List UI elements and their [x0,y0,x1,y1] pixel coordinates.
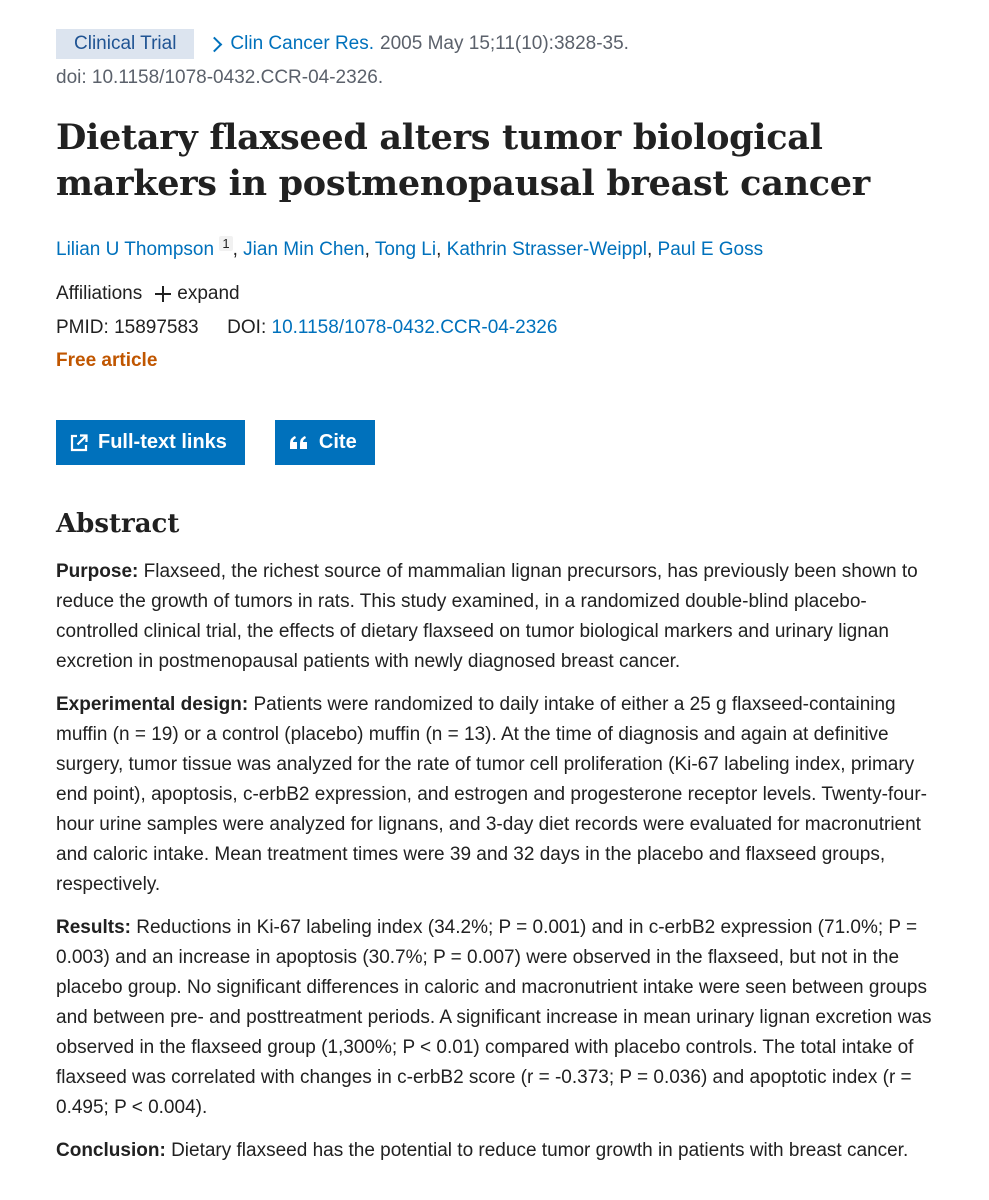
quote-icon [289,435,309,451]
abstract-section [56,557,945,677]
abstract-section [56,1136,945,1166]
journal-link[interactable]: Clin Cancer Res. [230,33,375,54]
section-label: Experimental design: [56,694,249,715]
author-separator: , [646,239,658,260]
article-identifiers [56,313,945,343]
citation-doi: doi: 10.1158/1078-0432.CCR-04-2326. [56,67,384,88]
affiliations-toggle[interactable] [56,279,945,309]
section-text: Flaxseed, the richest source of mammalian lignan precursors, has previously been shown to reduce the growth of tumors in rats. This study examined, in a randomized double-blind placebo-controlled clinical trial, the effects of dietary flaxseed on tumor biological markers and urinary lignan excretion in postmenopausal patients with newly diagnosed breast cancer. [56,561,918,672]
section-label: Results: [56,917,131,938]
article-citation-row [56,0,945,59]
author-separator: , [436,239,447,260]
section-text: Patients were randomized to daily intake of either a 25 g flaxseed-containing muffin (n = 19) or a control (placebo) muffin (n = 13). At the time of diagnosis and again at definitive surgery, tumor tissue was analyzed for the rate of tumor cell proliferation (Ki-67 labeling index, primary end point), apoptosis, c-erbB2 expression, and estrogen and progesterone receptor levels. Twenty-four-hour urine samples were analyzed for lignans, and 3-day diet records were evaluated for macronutrient and caloric intake. Mean treatment times were 39 and 32 days in the placebo and flaxseed groups, respectively. [56,694,927,895]
doi-link[interactable]: 10.1158/1078-0432.CCR-04-2326 [271,317,558,338]
cite-button[interactable] [275,420,375,465]
author-link[interactable]: Tong Li [374,239,437,260]
abstract-section [56,913,945,1123]
affiliations-label: Affiliations [56,283,143,304]
pmid-value: 15897583 [114,317,199,338]
section-label: Conclusion: [56,1140,166,1161]
affiliation-marker[interactable]: 1 [219,236,232,251]
publication-type-badge[interactable]: Clinical Trial [56,29,194,59]
author-link[interactable]: Jian Min Chen [243,239,365,260]
abstract-heading: Abstract [56,509,180,539]
chevron-right-icon [207,36,223,52]
full-text-links-button[interactable] [56,420,245,465]
doi-label: DOI: [227,317,267,338]
free-article-label: Free article [56,350,158,371]
section-text: Reductions in Ki-67 labeling index (34.2%; P = 0.001) and in c-erbB2 expression (71.0%; P = 0.003) and an increase in apoptosis (30.7%; P = 0.007) were observed in the flaxseed, but not in the placebo group. No significant differences in caloric and macronutrient intake were seen between groups and between pre- and posttreatment periods. A significant increase in mean urinary lignan excretion was observed in the flaxseed group (1,300%; P < 0.01) compared with placebo controls. The total intake of flaxseed was correlated with changes in c-erbB2 score (r = -0.373; P = 0.036) and apoptotic index (r = 0.495; P < 0.004). [56,917,932,1118]
author-separator: , [364,239,375,260]
expand-label[interactable]: expand [177,283,240,304]
full-text-links-label: Full-text links [98,431,227,453]
author-link[interactable]: Kathrin Strasser-Weippl [446,239,647,260]
external-link-icon [70,434,88,452]
section-label: Purpose: [56,561,139,582]
plus-icon [155,286,171,302]
abstract-body [56,557,945,1166]
pmid-label: PMID: [56,317,109,338]
citation-details: 2005 May 15;11(10):3828-35. [380,33,629,54]
article-title: Dietary flaxseed alters tumor biological markers in postmenopausal breast cancer [56,117,870,204]
author-separator: , [232,239,244,260]
action-buttons [56,420,945,465]
authors-list [56,235,945,265]
author-link[interactable]: Lilian U Thompson [56,239,215,260]
author-link[interactable]: Paul E Goss [657,239,764,260]
cite-label: Cite [318,431,357,453]
abstract-section [56,690,945,900]
section-text: Dietary flaxseed has the potential to reduce tumor growth in patients with breast cancer. [171,1140,909,1161]
